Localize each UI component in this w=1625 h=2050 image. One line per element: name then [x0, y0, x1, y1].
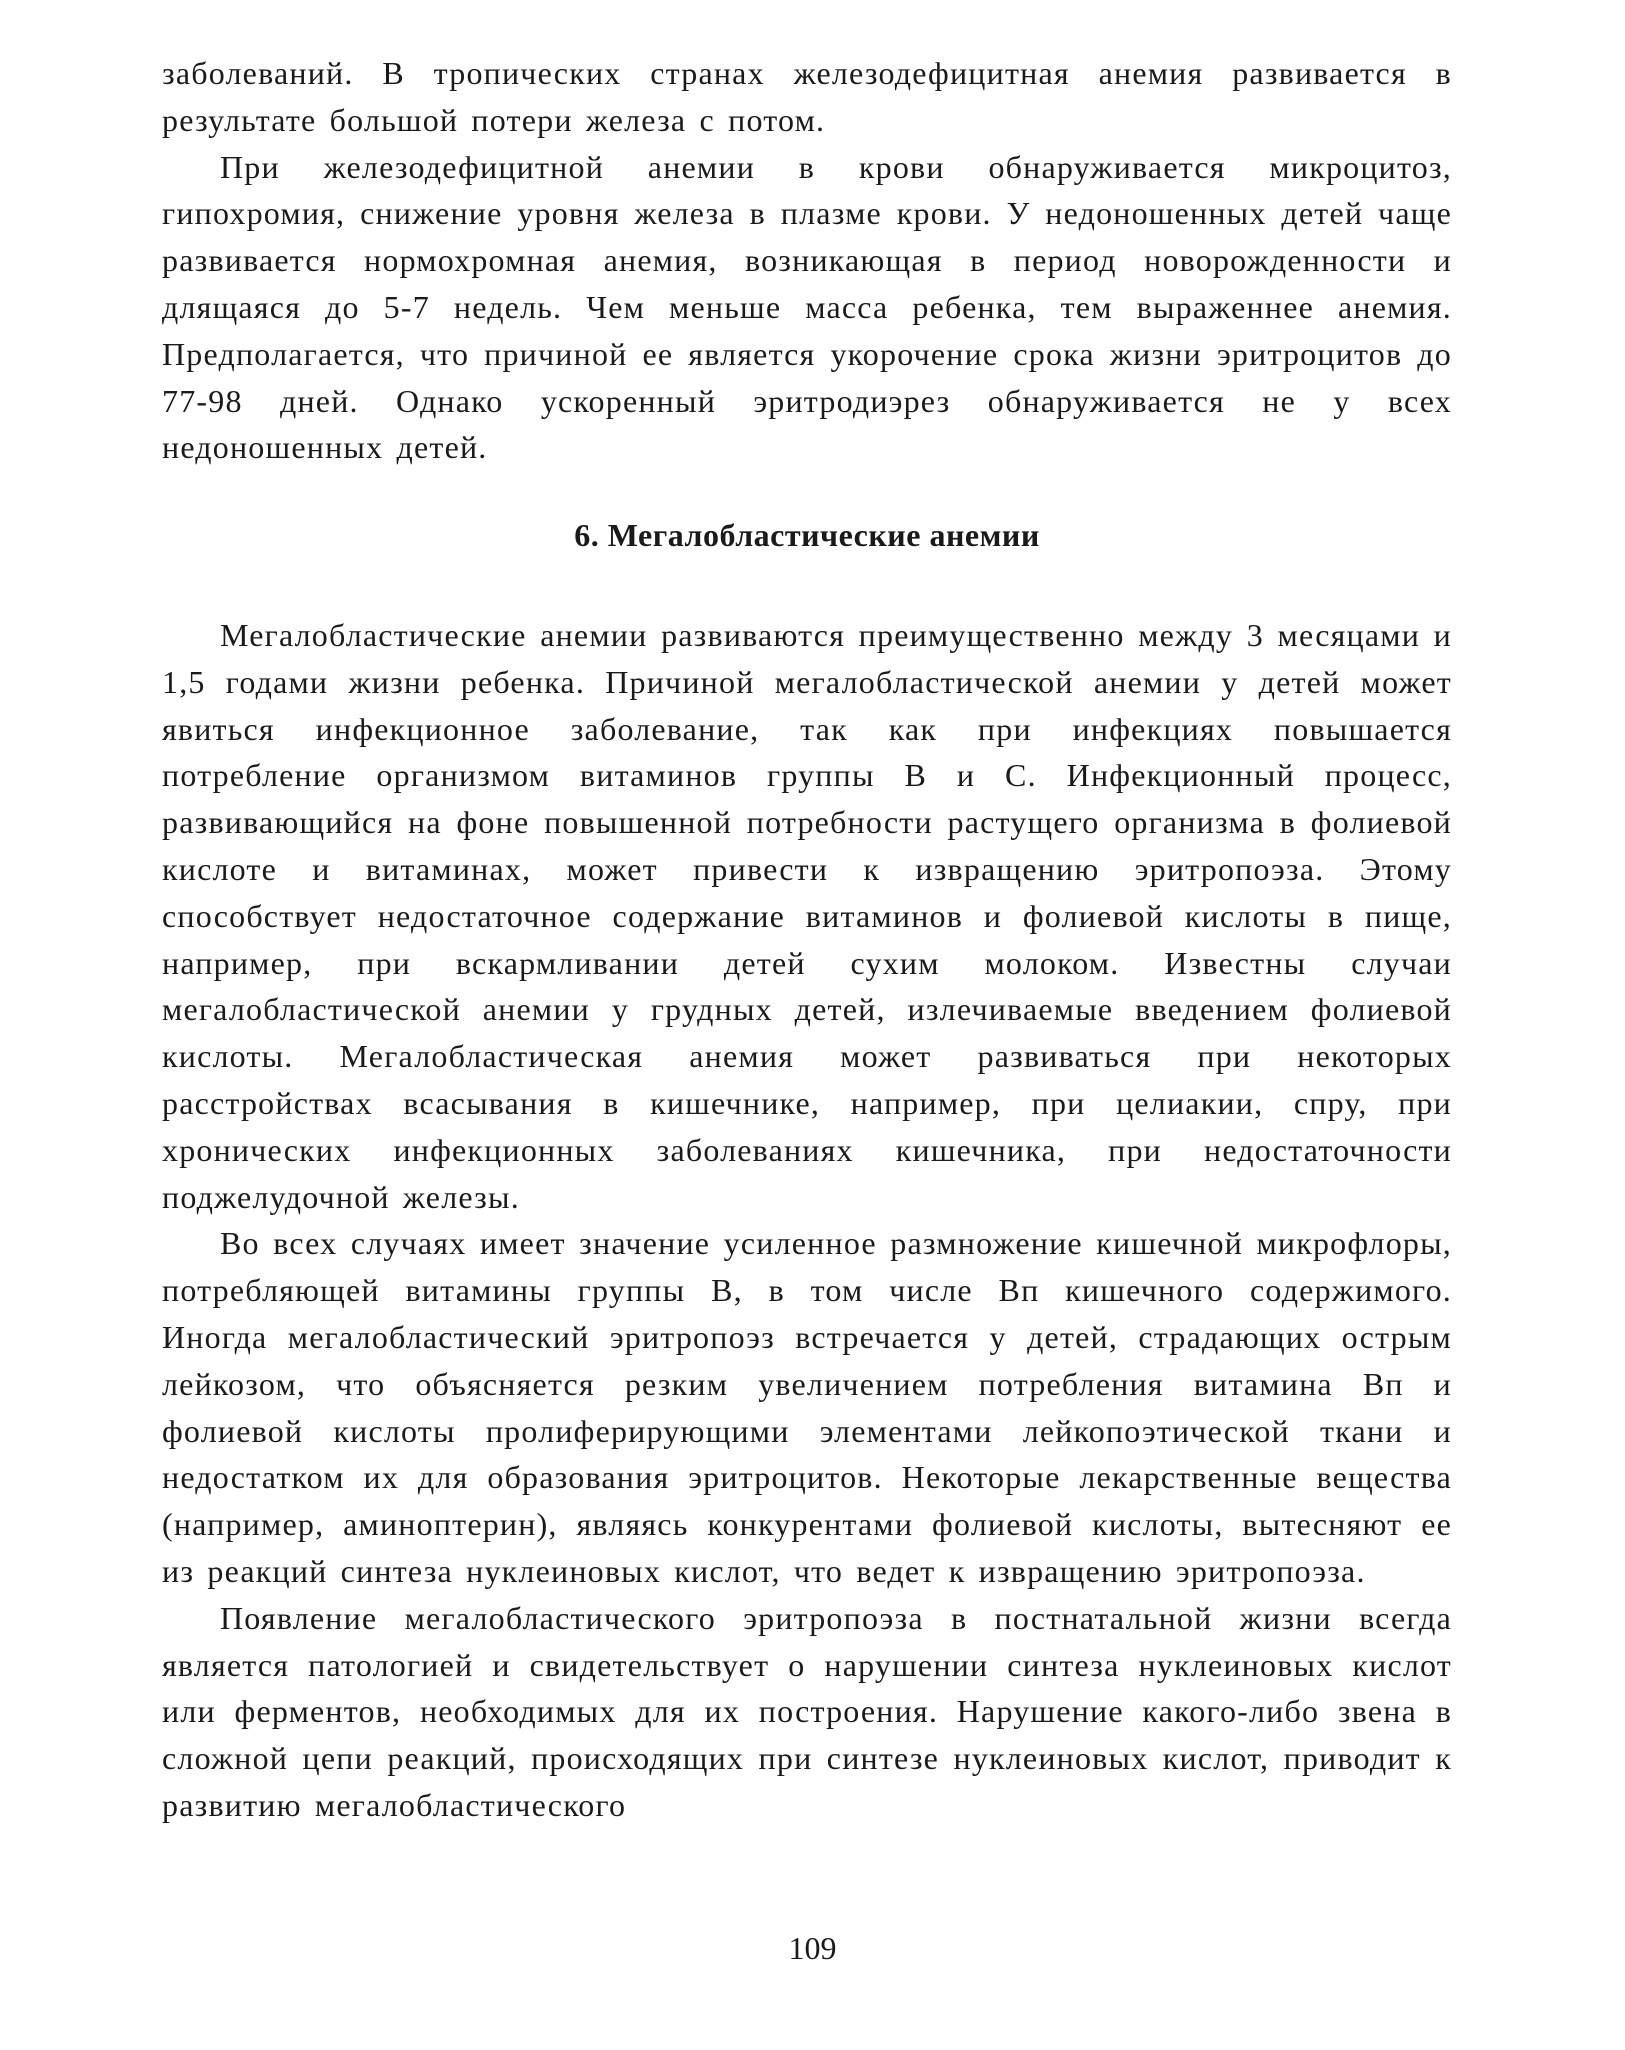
page-number: 109 [788, 1930, 837, 1966]
paragraph-continuation: заболеваний. В тропических странах железодефицитная анемия развивается в результате большой потери железа с потом. [162, 55, 1452, 138]
paragraph-postnatal: Появление мегалобластического эритропоэза в постнатальной жизни всегда является патологией и свидетельствует о нарушении синтеза нуклеиновых кислот или ферментов, необходимых для их построения. Нарушение какого-либо звена в сложной цепи реакций, происходящих при синтезе нуклеиновых кислот, приводит к развитию мегалобластического [162, 1599, 1452, 1823]
section-heading: 6. Мегалобластические анемии [574, 517, 1040, 553]
top-text-block [162, 50, 1452, 471]
paragraph-microflora: Во всех случаях имеет значение усиленное размножение кишечной микрофлоры, потребляющей витамины группы В, в том числе Вп кишечного содержимого. Иногда мегалобластический эритропоэз встречается у детей, страдающих острым лейкозом, что объясняется резким увеличением потребления витамина Вп и фолиевой кислоты пролиферирующими элементами лейкопоэтической ткани и недостатком их для образования эритроцитов. Некоторые лекарственные вещества (например, аминоптерин), являясь конкурентами фолиевой кислоты, вытесняют ее из реакций синтеза нуклеиновых кислот, что ведет к извращению эритропоэза. [162, 1225, 1452, 1589]
paragraph-megaloblastic-causes: Мегалобластические анемии развиваются преимущественно между 3 месяцами и 1,5 годами жизни ребенка. Причиной мегалобластической анемии у детей может явиться инфекционное заболевание, так как при инфекциях повышается потребление организмом витаминов группы В и С. Инфекционный процесс, развивающийся на фоне повышенной потребности растущего организма в фолиевой кислоте и витаминах, может привести к извращению эритропоэза. Этому способствует недостаточное содержание витаминов и фолиевой кислоты в пище, например, при вскармливании детей сухим молоком. Известны случаи мегалобластической анемии у грудных детей, излечиваемые введением фолиевой кислоты. Мегалобластическая анемия может развиваться при некоторых расстройствах всасывания в кишечнике, например, при целиакии, спру, при хронических инфекционных заболеваниях кишечника, при недостаточности поджелудочной железы. [162, 617, 1452, 1215]
section-text-block [162, 612, 1452, 1829]
paragraph-iron-deficiency: При железодефицитной анемии в крови обнаруживается микроцитоз, гипохромия, снижение уровня железа в плазме крови. У недоношенных детей чаще развивается нормохромная анемия, возникающая в период новорожденности и длящаяся до 5-7 недель. Чем меньше масса ребенка, тем выраженнее анемия. Предполагается, что причиной ее является укорочение срока жизни эритроцитов до 77-98 дней. Однако ускоренный эритродиэрез обнаруживается не у всех недоношенных детей. [162, 148, 1452, 466]
